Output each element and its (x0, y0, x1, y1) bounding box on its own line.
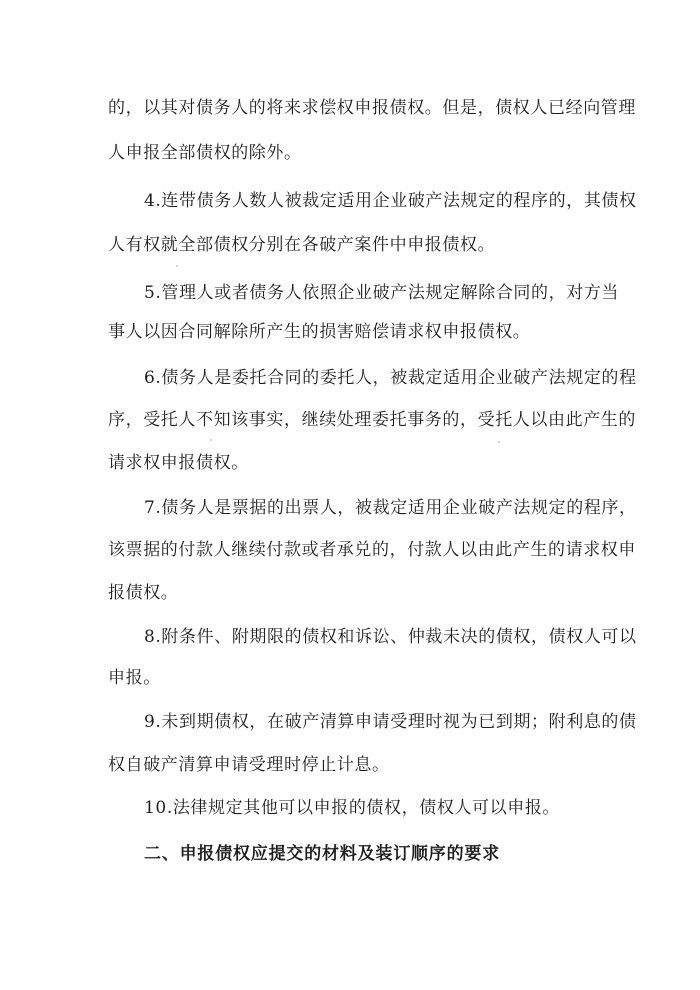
item-5-line-2: 事人以因合同解除所产生的损害赔偿请求权申报债权。 (108, 322, 531, 342)
paragraph-continuation-line-1: 的，以其对债务人的将来求偿权申报债权。但是，债权人已经向管理 (108, 98, 636, 118)
item-4-line-1: 4.连带债务人数人被裁定适用企业破产法规定的程序的，其债权 (144, 191, 637, 211)
item-6-line-2: 序，受托人不知该事实，继续处理委托事务的，受托人以由此产生的 (108, 410, 636, 430)
item-6-line-1: 6.债务人是委托合同的委托人，被裁定适用企业破产法规定的程 (144, 368, 637, 388)
scan-speck (176, 265, 178, 267)
item-7-line-1: 7.债务人是票据的出票人，被裁定适用企业破产法规定的程序， (144, 498, 637, 518)
item-9-line-2: 权自破产清算申请受理时停止计息。 (108, 755, 390, 775)
item-5-line-1: 5.管理人或者债务人依照企业破产法规定解除合同的，对方当 (144, 283, 620, 303)
item-8-line-2: 申报。 (108, 668, 161, 688)
section-heading: 二、申报债权应提交的材料及装订顺序的要求 (144, 844, 500, 864)
item-9-line-1: 9.未到期债权，在破产清算申请受理时视为已到期；附利息的债 (144, 712, 637, 732)
item-7-line-2: 该票据的付款人继续付款或者承兑的，付款人以由此产生的请求权申 (108, 540, 636, 560)
item-7-line-3: 报债权。 (108, 583, 179, 603)
item-6-line-3: 请求权申报债权。 (108, 453, 249, 473)
paragraph-continuation-line-2: 人申报全部债权的除外。 (108, 143, 302, 163)
item-4-line-2: 人有权就全部债权分别在各破产案件中申报债权。 (108, 235, 496, 255)
item-8-line-1: 8.附条件、附期限的债权和诉讼、仲裁未决的债权，债权人可以 (144, 627, 637, 647)
scan-speck (210, 439, 212, 441)
scan-speck (498, 441, 500, 443)
item-10-line-1: 10.法律规定其他可以申报的债权，债权人可以申报。 (144, 798, 561, 818)
